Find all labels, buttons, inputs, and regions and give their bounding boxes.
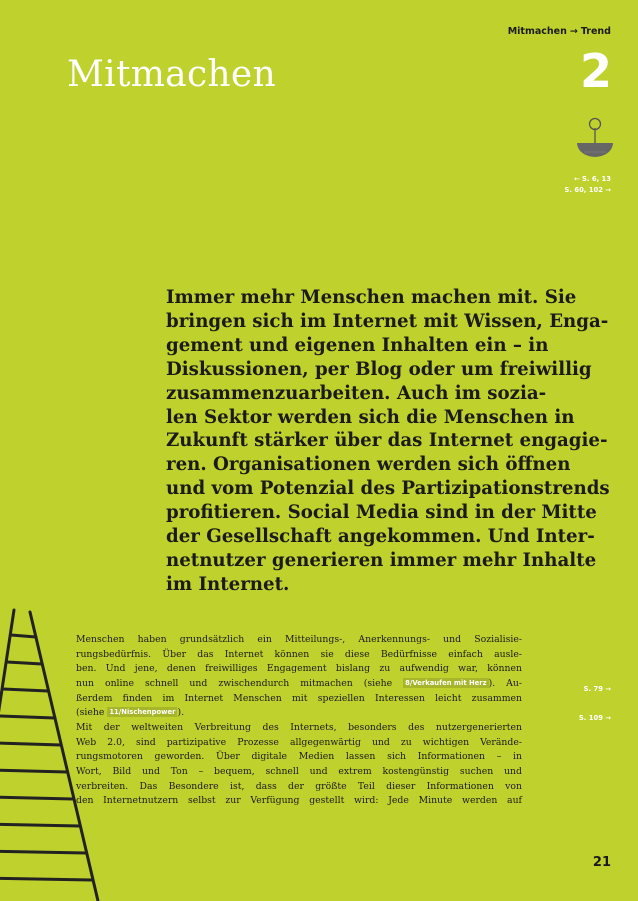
cross-reference[interactable]: ← S. 6, 13 bbox=[573, 175, 611, 183]
lead-line: Zukunft stärker über das Internet engagie- bbox=[166, 430, 608, 452]
lead-line: gement und eigenen Inhalten ein – in bbox=[166, 334, 549, 356]
body-text bbox=[76, 633, 522, 809]
lead-line: netnutzer generieren immer mehr Inhalte bbox=[166, 549, 597, 571]
breadcrumb-item-section[interactable]: Mitmachen bbox=[507, 26, 567, 37]
side-reference[interactable]: S. 79 → bbox=[583, 685, 611, 693]
breadcrumb-item-topic[interactable]: Trend bbox=[580, 26, 611, 37]
cross-references-top bbox=[565, 174, 612, 195]
lead-line: Immer mehr Menschen machen mit. Sie bbox=[166, 287, 577, 308]
body-text-segment: (siehe bbox=[76, 707, 108, 719]
body-text-segment: ). bbox=[177, 707, 185, 719]
lead-line: im Internet. bbox=[166, 573, 290, 595]
body-line: Web 2.0, sind partizipative Prozesse allgegenwärtig und zu wichtigen Verände- bbox=[76, 736, 522, 748]
body-line: rungsmotoren geworden. Über digitale Medien lassen sich Informationen – in bbox=[76, 751, 522, 763]
body-line: verbreiten. Das Besondere ist, dass der größte Teil dieser Informationen von bbox=[76, 780, 522, 792]
body-line bbox=[76, 706, 522, 721]
chapter-number: 2 bbox=[579, 44, 612, 98]
body-line: den Internetnutzern selbst zur Verfügung gestellt wird: Jede Minute werden auf bbox=[76, 795, 522, 807]
cross-reference[interactable]: S. 60, 102 → bbox=[564, 185, 611, 194]
chapter-link-tag[interactable]: 11/Nischenpower bbox=[109, 708, 176, 717]
body-text-segment: nun online schnell und zwischendurch mitmachen (siehe bbox=[76, 677, 404, 689]
lead-line: der Gesellschaft angekommen. Und Inter- bbox=[166, 526, 595, 548]
body-line: Menschen haben grundsätzlich ein Mitteilungs-, Anerkennungs- und Sozialisie- bbox=[76, 634, 522, 645]
body-line: Wort, Bild und Ton – bequem, schnell und extrem kostengünstig suchen und bbox=[76, 765, 522, 777]
lead-line: zusammenzuarbeiten. Auch im sozia- bbox=[166, 382, 547, 404]
body-line: Mit der weltweiten Verbreitung des Internets, besonders des nutzergenerierten bbox=[76, 721, 522, 733]
page-number: 21 bbox=[592, 855, 611, 870]
bowl-with-balloon-icon bbox=[575, 116, 615, 162]
page-title: Mitmachen bbox=[67, 54, 276, 95]
lead-paragraph bbox=[166, 286, 616, 597]
breadcrumb-arrow-icon: → bbox=[569, 26, 578, 37]
lead-line: und vom Potenzial des Partizipationstrends bbox=[166, 478, 610, 500]
body-line: ßerdem finden im Internet Menschen mit speziellen Interessen leicht zusammen bbox=[76, 692, 522, 704]
lead-line: len Sektor werden sich die Menschen in bbox=[166, 406, 575, 428]
lead-line: profitieren. Social Media sind in der Mitte bbox=[166, 502, 597, 524]
body-line: rungsbedürfnis. Über das Internet können sie diese Bedürfnisse einfach ausle- bbox=[76, 648, 522, 660]
body-text-segment: ). Au- bbox=[488, 677, 522, 689]
chapter-link-tag[interactable]: 8/Verkaufen mit Herz bbox=[405, 678, 487, 687]
side-reference[interactable]: S. 109 → bbox=[578, 714, 611, 722]
lead-line: bringen sich im Internet mit Wissen, Enga- bbox=[166, 310, 609, 332]
lead-line: ren. Organisationen werden sich öffnen bbox=[166, 454, 571, 476]
lead-line: Diskussionen, per Blog oder um freiwillig bbox=[166, 358, 592, 380]
body-line bbox=[76, 677, 522, 692]
ladder-illustration bbox=[0, 600, 140, 901]
body-line: ben. Und jene, denen freiwilliges Engagement bislang zu aufwendig war, können bbox=[76, 663, 522, 675]
breadcrumb bbox=[508, 26, 611, 37]
